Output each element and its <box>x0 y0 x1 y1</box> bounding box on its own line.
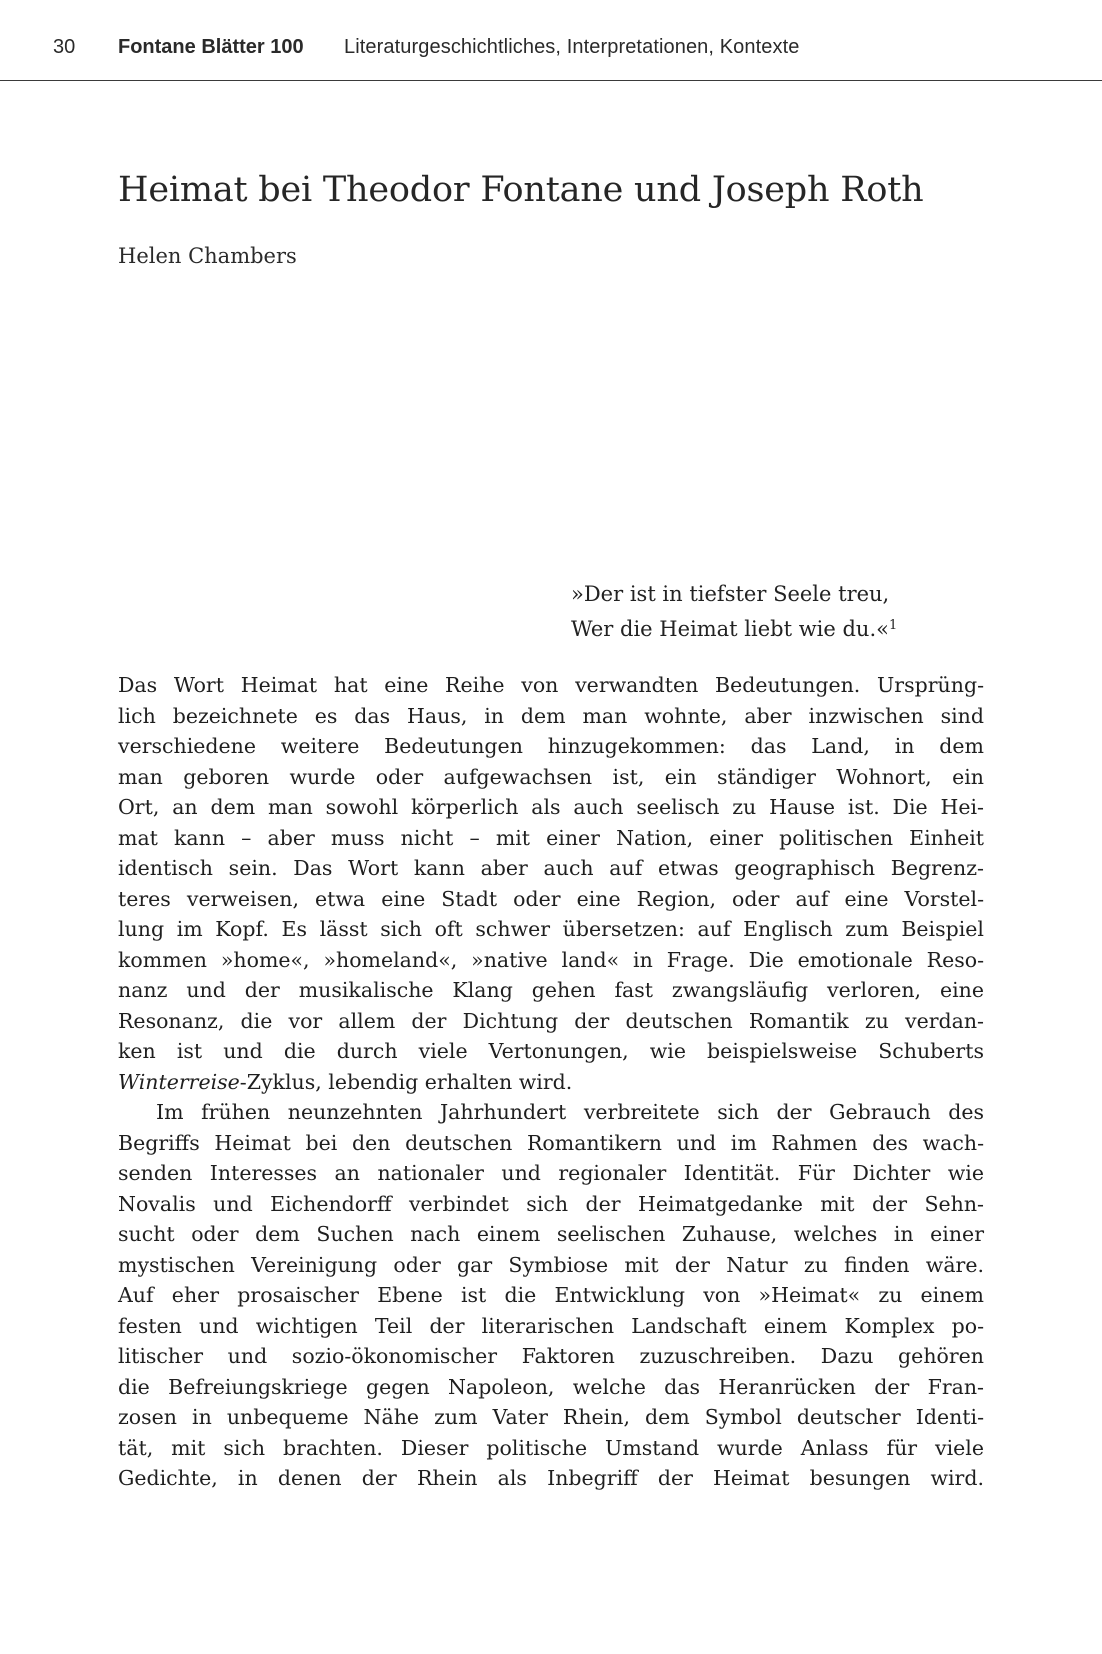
article-title: Heimat bei Theodor Fontane und Joseph Roth <box>118 170 924 210</box>
text-line: Das Wort Heimat hat eine Reihe von verwandten Bedeutungen. Ursprüng- <box>118 673 984 697</box>
text-line <box>118 1067 984 1098</box>
text-line: Resonanz, die vor allem der Dichtung der deutschen Romantik zu verdan- <box>118 1008 984 1033</box>
text-line: Begriffs Heimat bei den deutschen Romantikern und im Rahmen des wach- <box>118 1130 984 1155</box>
text-line: mystischen Vereinigung oder gar Symbiose mit der Natur zu finden wäre. <box>118 1252 984 1277</box>
paragraph-1 <box>118 670 984 1097</box>
text-line: man geboren wurde oder aufgewachsen ist, ein ständiger Wohnort, ein <box>118 764 984 789</box>
article-author: Helen Chambers <box>118 244 297 268</box>
text-line: Gedichte, in denen der Rhein als Inbegriff der Heimat besungen wird. <box>118 1466 984 1490</box>
text-line: litischer und sozio-ökonomischer Faktoren zuzuschreiben. Dazu gehören <box>118 1344 984 1368</box>
work-title: Winterreise <box>118 1069 240 1094</box>
text-line: verschiedene weitere Bedeutungen hinzugekommen: das Land, in dem <box>118 734 984 758</box>
text-line: sucht oder dem Suchen nach einem seelischen Zuhause, welches in einer <box>118 1222 984 1246</box>
text-line: tät, mit sich brachten. Dieser politische Umstand wurde Anlass für viele <box>118 1435 984 1460</box>
page-number: 30 <box>53 36 76 58</box>
text-line: festen und wichtigen Teil der literarischen Landschaft einem Komplex po- <box>118 1313 984 1338</box>
text-line: kommen »home«, »homeland«, »native land« in Frage. Die emotionale Reso- <box>118 947 984 972</box>
text-line-rest: -Zyklus, lebendig erhalten wird. <box>239 1069 573 1094</box>
epigraph <box>571 579 897 645</box>
paragraph-2 <box>118 1097 984 1494</box>
section-title: Literaturgeschichtliches, Interpretationen, Kontexte <box>344 36 800 58</box>
text-line: mat kann – aber muss nicht – mit einer Nation, einer politischen Einheit <box>118 825 984 850</box>
text-line: Ort, an dem man sowohl körperlich als auch seelisch zu Hause ist. Die Hei- <box>118 795 984 819</box>
text-line: lich bezeichnete es das Haus, in dem man wohnte, aber inzwischen sind <box>118 703 984 728</box>
text-line: identisch sein. Das Wort kann aber auch auf etwas geographisch Begrenz- <box>118 856 984 880</box>
text-line: Auf eher prosaischer Ebene ist die Entwicklung von »Heimat« zu einem <box>118 1283 984 1307</box>
epigraph-line-text: Wer die Heimat liebt wie du.« <box>571 617 889 641</box>
text-line: senden Interesses an nationaler und regionaler Identität. Für Dichter wie <box>118 1161 984 1185</box>
running-header <box>0 0 1102 81</box>
epigraph-line: »Der ist in tiefster Seele treu, <box>571 582 890 606</box>
article-body <box>118 670 984 1494</box>
text-line: die Befreiungskriege gegen Napoleon, welche das Heranrücken der Fran- <box>118 1374 984 1399</box>
text-line: Novalis und Eichendorff verbindet sich der Heimatgedanke mit der Sehn- <box>118 1191 984 1216</box>
text-line: nanz und der musikalische Klang gehen fast zwangsläufig verloren, eine <box>118 978 984 1002</box>
text-line: ken ist und die durch viele Vertonungen, wie beispielsweise Schuberts <box>118 1039 984 1063</box>
footnote-reference[interactable]: 1 <box>888 618 898 633</box>
text-line: Im frühen neunzehnten Jahrhundert verbreitete sich der Gebrauch des <box>156 1100 984 1124</box>
epigraph-line <box>571 610 897 645</box>
text-line: lung im Kopf. Es lässt sich oft schwer übersetzen: auf Englisch zum Beispiel <box>118 917 984 941</box>
text-line: teres verweisen, etwa eine Stadt oder eine Region, oder auf eine Vorstel- <box>118 886 984 911</box>
text-line: zosen in unbequeme Nähe zum Vater Rhein, dem Symbol deutscher Identi- <box>118 1405 984 1429</box>
journal-title: Fontane Blätter 100 <box>118 36 304 58</box>
